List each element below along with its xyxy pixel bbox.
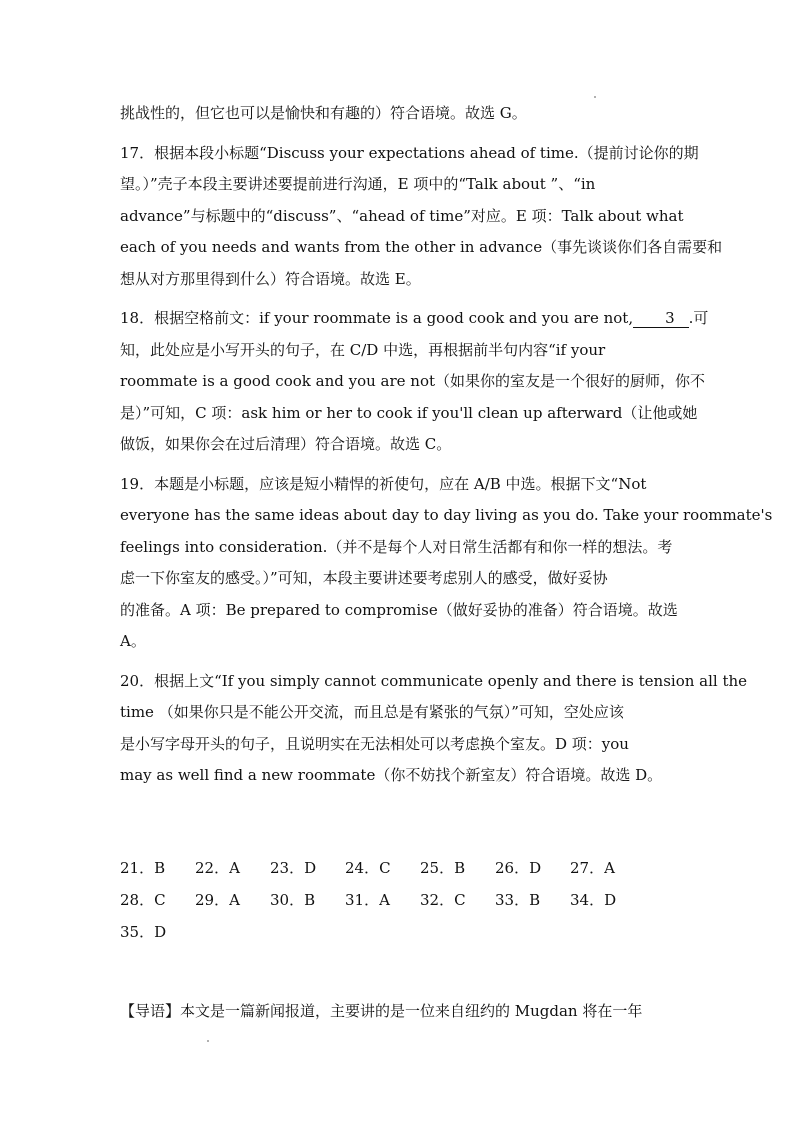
answer-item: 27．A xyxy=(570,859,615,877)
answer-item: 24．C xyxy=(345,859,391,877)
text-line: 望。）”壳子本段主要讲述要提前进行沟通，E 项中的“Talk about ”、“in xyxy=(120,175,596,193)
answer-item: 33．B xyxy=(495,891,541,909)
text-line: 20．根据上文“If you simply cannot communicate openly and there is tension all the xyxy=(120,671,748,690)
answer-item: 25．B xyxy=(420,859,466,877)
text-line: everyone has the same ideas about day to day living as you do. Take your roommate's xyxy=(120,506,773,524)
text-line: 19．本题是小标题，应该是短小精悍的祈使句，应在 A/B 中选。根据下文“Not xyxy=(120,474,647,493)
text-line: 挑战性的，但它也可以是愉快和有趣的）符合语境。故选 G。 xyxy=(120,104,527,122)
answer-item: 32．C xyxy=(420,891,466,909)
scan-speck xyxy=(207,1040,209,1042)
text-line: 做饭，如果你会在过后清理）符合语境。故选 C。 xyxy=(120,435,452,453)
text-line: each of you needs and wants from the other in advance（事先谈谈你们各自需要和 xyxy=(120,238,723,256)
text-line: 知，此处应是小写开头的句子，在 C/D 中选，再根据前半句内容“if your xyxy=(120,340,606,359)
text-line: time （如果你只是不能公开交流，而且总是有紧张的气氛）”可知，空处应该 xyxy=(120,703,624,721)
answer-item: 26．D xyxy=(495,859,542,877)
text-line: A。 xyxy=(120,632,146,650)
answer-item: 34．D xyxy=(570,891,617,909)
text-line: feelings into consideration.（并不是每个人对日常生活都有和你一样的想法。考 xyxy=(120,537,673,556)
paragraph-q20 xyxy=(120,666,748,792)
text-line: 是）”可知，C 项：ask him or her to cook if you'll clean up afterward（让他或她 xyxy=(120,403,698,422)
intro-paragraph: 【导语】本文是一篇新闻报道，主要讲的是一位来自纽约的 Mugdan 将在一年 xyxy=(120,1002,643,1020)
answer-row xyxy=(120,852,690,884)
explanation-body xyxy=(120,98,773,800)
answer-item: 22．A xyxy=(195,859,240,877)
paragraph-q17 xyxy=(120,138,723,296)
text-line: 是小写字母开头的句子，且说明实在无法相处可以考虑换个室友。D 项：you xyxy=(120,734,629,753)
answer-key xyxy=(120,852,690,948)
answer-item: 35．D xyxy=(120,923,167,941)
answer-item: 23．D xyxy=(270,859,317,877)
text-line: 的准备。A 项：Be prepared to compromise（做好妥协的准备）符合语境。故选 xyxy=(120,600,678,619)
text-line: roommate is a good cook and you are not（如果你的室友是一个很好的厨师，你不 xyxy=(120,372,706,390)
text-line xyxy=(120,303,709,335)
answer-item: 21．B xyxy=(120,859,166,877)
text-line: 17．根据本段小标题“Discuss your expectations ahead of time.（提前讨论你的期 xyxy=(120,143,699,162)
answer-item: 29．A xyxy=(195,891,240,909)
paragraph-q19 xyxy=(120,469,773,658)
text-line: 虑一下你室友的感受。）”可知，本段主要讲述要考虑别人的感受，做好妥协 xyxy=(120,569,608,587)
answer-item: 28．C xyxy=(120,891,166,909)
paragraph-q16-tail xyxy=(120,98,690,130)
text-segment: 18．根据空格前文：if your roommate is a good cook and you are not, xyxy=(120,309,634,327)
answer-item: 31．A xyxy=(345,891,390,909)
answer-item: 30．B xyxy=(270,891,316,909)
answer-row xyxy=(120,916,690,948)
answer-blank: 3 xyxy=(633,309,689,328)
paragraph-q18 xyxy=(120,303,709,461)
text-line: advance”与标题中的“discuss”、“ahead of time”对应。E 项：Talk about what xyxy=(120,206,684,225)
answer-row xyxy=(120,884,690,916)
text-line: may as well find a new roommate（你不妨找个新室友）符合语境。故选 D。 xyxy=(120,766,663,784)
text-segment: .可 xyxy=(688,309,709,327)
text-line: 想从对方那里得到什么）符合语境。故选 E。 xyxy=(120,269,421,288)
